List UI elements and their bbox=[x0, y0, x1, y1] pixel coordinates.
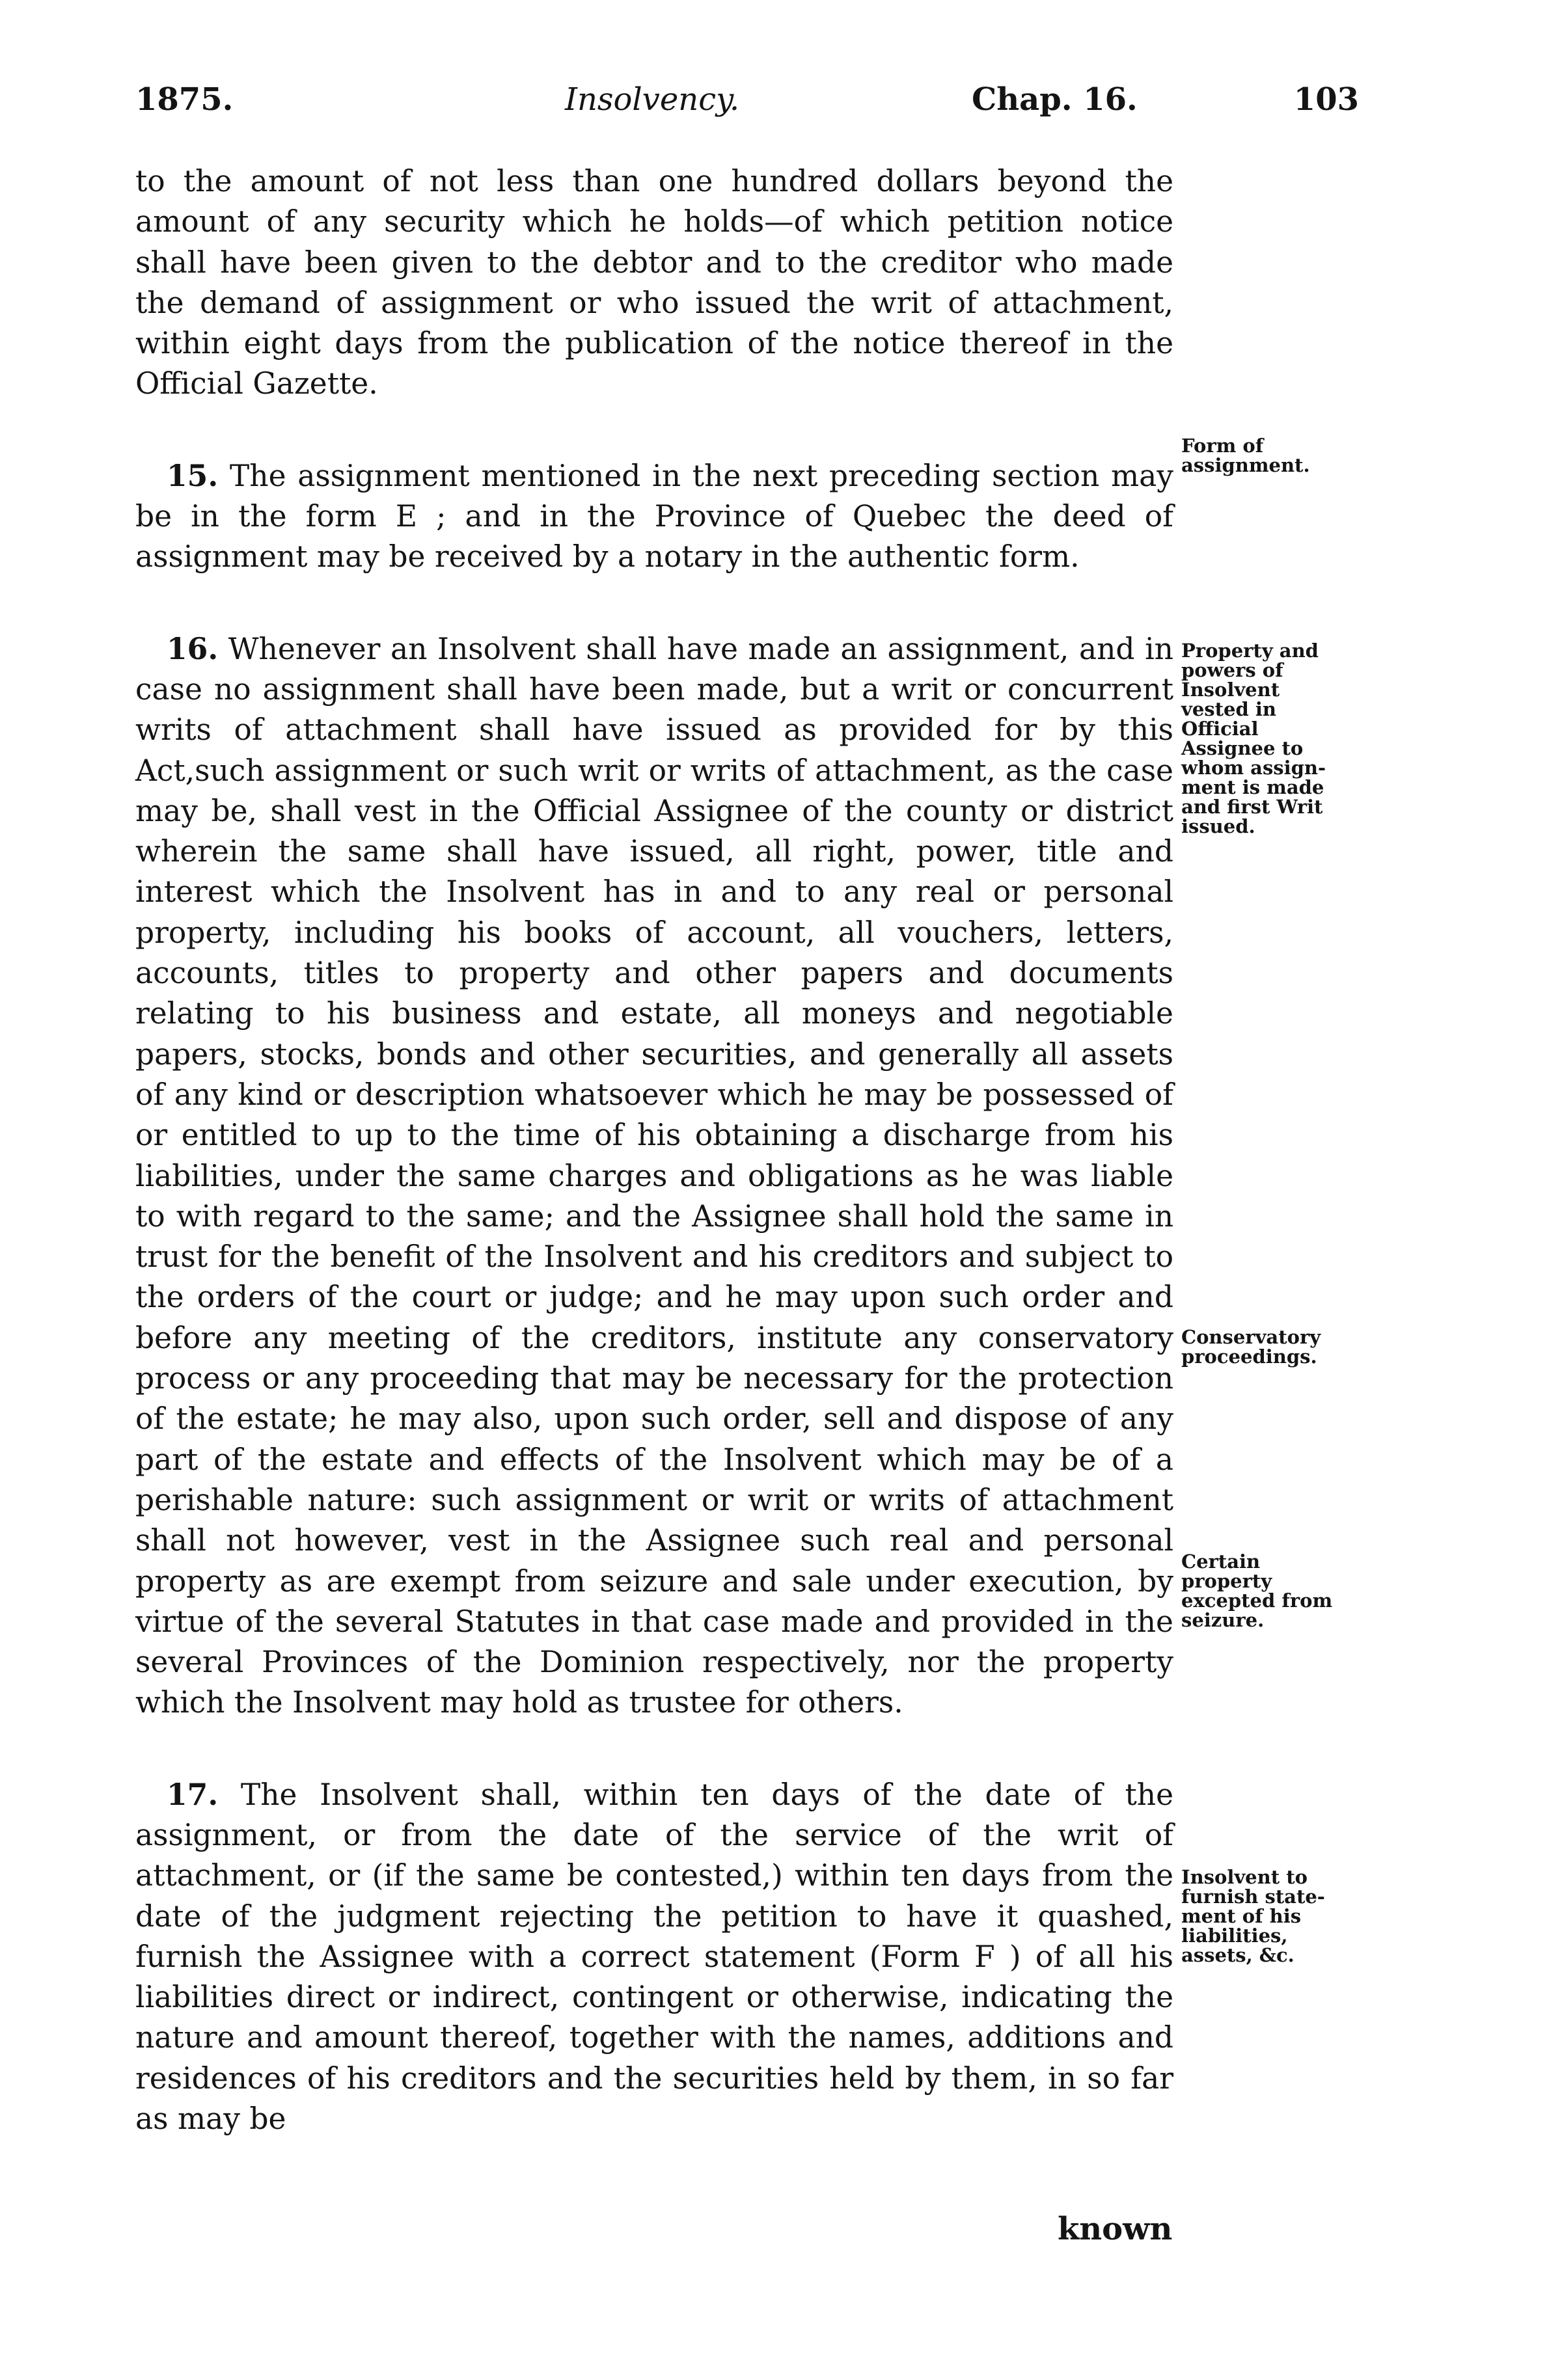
marginal-note-line: issued. bbox=[1181, 815, 1255, 837]
section-number: 16. bbox=[167, 630, 219, 666]
section-17 bbox=[135, 1774, 1173, 2140]
marginal-note-line: property bbox=[1181, 1570, 1272, 1592]
marginal-note-line: liabilities, bbox=[1181, 1925, 1288, 1947]
section-16 bbox=[135, 629, 1173, 1724]
header-title: Insolvency. bbox=[565, 81, 740, 118]
marginal-note-line: ment of his bbox=[1181, 1905, 1302, 1927]
section-text: The assignment mentioned in the next preceding section may be in the form E ; and in the Province of Quebec the deed of assignment may be received by a notary in the authentic form. bbox=[135, 458, 1173, 575]
marginal-note-property-excepted bbox=[1181, 1552, 1377, 1630]
marginal-note-line: Insolvent to bbox=[1181, 1866, 1308, 1888]
section-number: 17. bbox=[167, 1776, 219, 1812]
marginal-note-form-of-assignment bbox=[1181, 436, 1377, 475]
running-header bbox=[135, 81, 1359, 133]
body-text bbox=[135, 161, 1173, 2190]
marginal-note-line: Certain bbox=[1181, 1550, 1261, 1573]
marginal-note-line: powers of bbox=[1181, 659, 1283, 681]
marginal-note-line: Insolvent bbox=[1181, 679, 1280, 701]
section-number: 15. bbox=[167, 457, 219, 493]
marginal-note-line: Property and bbox=[1181, 640, 1319, 662]
marginal-note-line: Conservatory bbox=[1181, 1326, 1321, 1348]
marginal-note-conservatory bbox=[1181, 1327, 1377, 1366]
catchword: known bbox=[1058, 2211, 1173, 2247]
marginal-note-line: ment is made bbox=[1181, 776, 1324, 798]
marginal-note-line: Form of bbox=[1181, 435, 1264, 457]
paragraph-text: to the amount of not less than one hundred dollars beyond the amount of any security which he holds—of which petition notice shall have been given to the debtor and to the creditor who made the demand of assignment or who issued the writ of attachment, within eight days from the publication of the notice thereof in the Official Gazette. bbox=[135, 164, 1173, 401]
marginal-note-line: whom assign- bbox=[1181, 757, 1326, 779]
header-chapter: Chap. 16. bbox=[972, 81, 1138, 118]
marginal-note-property-vested bbox=[1181, 641, 1377, 836]
marginal-note-line: Assignee to bbox=[1181, 737, 1304, 759]
marginal-note-line: excepted from bbox=[1181, 1589, 1333, 1612]
marginal-note-insolvent-statement bbox=[1181, 1867, 1377, 1965]
page-number: 103 bbox=[1293, 81, 1359, 118]
section-15 bbox=[135, 455, 1173, 578]
marginal-note-line: Official bbox=[1181, 718, 1259, 740]
paragraph-continued bbox=[135, 161, 1173, 405]
marginal-note-line: assignment. bbox=[1181, 454, 1310, 476]
section-text: The Insolvent shall, within ten days of the date of the assignment, or from the date of the service of the writ of attachment, or (if the same be contested,) within ten days from the date of the judgment rejecting the petition to have it quashed, furnish the Assignee with a correct statement (Form F ) of all his liabilities direct or indirect, contingent or otherwise, indicating the nature and amount thereof, together with the names, additions and residences of his creditors and the securities held by them, in so far as may be bbox=[135, 1777, 1173, 2137]
section-text: Whenever an Insolvent shall have made an assignment, and in case no assignment shall have been made, but a writ or concurrent writs of attachment shall have issued as provided for by this Act,such assignment or such writ or writs of attachment, as the case may be, shall vest in the Official Assignee of the county or district wherein the same shall have issued, all right, power, title and interest which the Insolvent has in and to any real or personal property, including his books of account, all vouchers, letters, accounts, titles to property and other papers and documents relating to his business and estate, all moneys and negotiable papers, stocks, bonds and other securities, and generally all assets of any kind or description whatsoever which he may be possessed of or entitled to up to the time of his obtaining a discharge from his liabilities, under the same charges and obligations as he was liable to with regard to the same; and the Assignee shall hold the same in trust for the benefit of the Insolvent and his creditors and subject to the orders of the court or judge; and he may upon such order and before any meeting of the creditors, institute any conservatory process or any proceeding that may be necessary for the protection of the estate; he may also, upon such order, sell and dispose of any part of the estate and effects of the Insolvent which may be of a perishable nature: such assignment or writ or writs of attachment shall not however, vest in the Assignee such real and personal property as are exempt from seizure and sale under execution, by virtue of the several Statutes in that case made and provided in the several Provinces of the Dominion respectively, nor the property which the Insolvent may hold as trustee for others. bbox=[135, 631, 1173, 1720]
marginal-note-line: assets, &c. bbox=[1181, 1944, 1295, 1966]
marginal-note-line: vested in bbox=[1181, 698, 1276, 720]
marginal-note-line: and first Writ bbox=[1181, 796, 1323, 818]
header-year: 1875. bbox=[135, 81, 234, 118]
marginal-note-line: furnish state- bbox=[1181, 1886, 1325, 1908]
marginal-note-line: proceedings. bbox=[1181, 1346, 1317, 1368]
marginal-note-line: seizure. bbox=[1181, 1609, 1265, 1631]
